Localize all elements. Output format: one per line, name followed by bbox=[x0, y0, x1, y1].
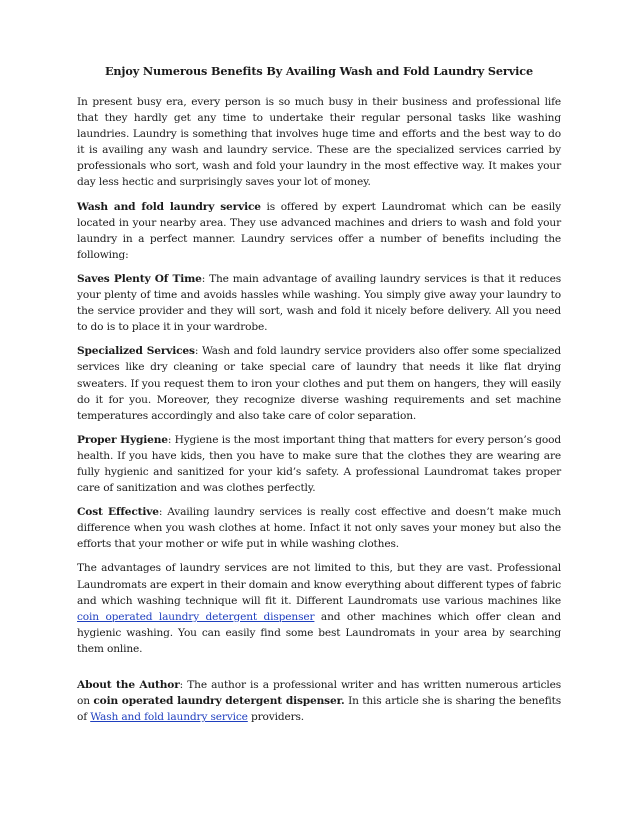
benefit-time-paragraph bbox=[77, 271, 561, 335]
wash-fold-term: Wash and fold laundry service bbox=[77, 200, 261, 213]
benefit-hygiene-text: : Hygiene is the most important thing that matters for every person’s good health. If you have kids, then you have to make sure that the clothes they are wearing are fully hygienic and sanitized for your kid’s safety. A professional Laundromat takes proper care of sanitization and was clothes perfectly. bbox=[77, 433, 561, 495]
benefit-cost-paragraph bbox=[77, 504, 561, 552]
wash-fold-service-link[interactable]: Wash and fold laundry service bbox=[90, 711, 248, 724]
benefit-specialized-term: Specialized Services bbox=[77, 345, 195, 358]
benefit-specialized-paragraph bbox=[77, 343, 561, 423]
author-text-1: : The author is a professional writer and has written numerous articles on bbox=[77, 679, 561, 708]
dispenser-link[interactable]: coin operated laundry detergent dispenser bbox=[77, 610, 315, 623]
benefit-specialized-text: : Wash and fold laundry service providers also offer some specialized services like dry cleaning or take special care of laundry that needs it like flat drying sweaters. If you request them to iron your clothes and put them on hangers, they will easily do it for you. Moreover, they recognize diverse washing requirements and set machine temperatures accordingly and also take care of color separation. bbox=[77, 345, 562, 422]
benefit-hygiene-paragraph bbox=[77, 432, 561, 496]
benefit-hygiene-term: Proper Hygiene bbox=[77, 433, 168, 446]
closing-text-after: and other machines which offer clean and hygienic washing. You can easily find some best Laundromats in your area by searching them online. bbox=[77, 610, 561, 655]
document-page bbox=[77, 62, 561, 733]
benefit-time-term: Saves Plenty Of Time bbox=[77, 272, 202, 285]
author-text-2: In this article she is sharing the benefits of bbox=[77, 695, 561, 724]
benefit-cost-term: Cost Effective bbox=[77, 506, 159, 519]
wash-fold-paragraph bbox=[77, 199, 561, 263]
benefit-time-text: : The main advantage of availing laundry services is that it reduces your plenty of time and avoids hassles while washing. You simply give away your laundry to the service provider and they will sort, wash and fold it nicely before delivery. All you need to do is to place it in your wardrobe. bbox=[77, 272, 561, 334]
closing-paragraph bbox=[77, 560, 561, 657]
author-text-3: providers. bbox=[247, 711, 305, 724]
author-paragraph bbox=[77, 677, 561, 725]
author-bold-keyword: coin operated laundry detergent dispenser. bbox=[93, 695, 345, 708]
benefit-cost-text: : Availing laundry services is really cost effective and doesn’t make much difference when you wash clothes at home. Infact it not only saves your money but also the efforts that your mother or wife put in while washing clothes. bbox=[77, 506, 562, 551]
wash-fold-text: is offered by expert Laundromat which can be easily located in your nearby area. They use advanced machines and driers to wash and fold your laundry in a perfect manner. Laundry services offer a number of benefits including the following: bbox=[77, 200, 561, 261]
closing-text-before: The advantages of laundry services are not limited to this, but they are vast. Professional Laundromats are expert in their domain and know everything about different types of fabric and which washing technique will fit it. Different Laundromats use various machines like bbox=[77, 562, 561, 607]
document-title: Enjoy Numerous Benefits By Availing Wash and Fold Laundry Service bbox=[104, 64, 534, 78]
intro-paragraph: In present busy era, every person is so much busy in their business and professional life that they hardly get any time to undertake their regular personal tasks like washing laundries. Laundry is something that involves huge time and efforts and the best way to do it is availing any wash and laundry service. These are the specialized services carried by professionals who sort, wash and fold your laundry in the most effective way. It makes your day less hectic and surprisingly saves your lot of money. bbox=[77, 96, 561, 189]
author-label: About the Author bbox=[77, 679, 180, 691]
